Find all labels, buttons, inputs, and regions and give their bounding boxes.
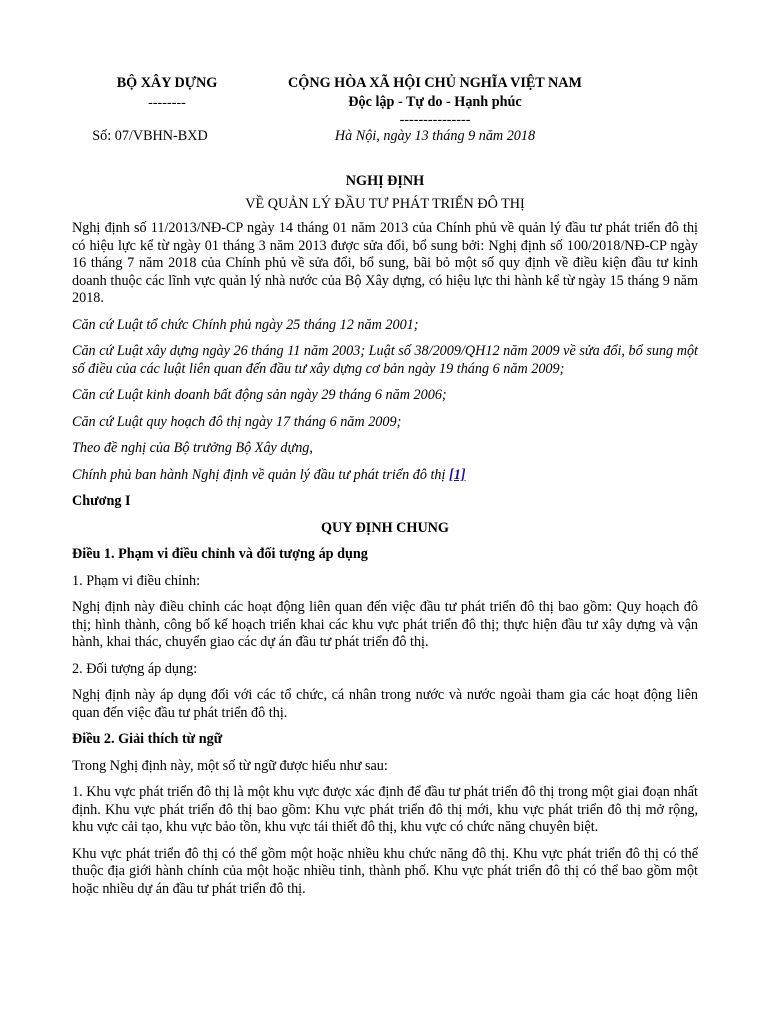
footnote-link[interactable]: [1] bbox=[449, 466, 466, 483]
legal-basis-1: Căn cứ Luật tổ chức Chính phủ ngày 25 tháng 12 năm 2001; bbox=[72, 316, 419, 333]
article-1-scope-text: Nghị định này điều chỉnh các hoạt động liên quan đến việc đầu tư phát triển đô thị bao gồm: Quy hoạch đô thị; hình thành, công bố kế hoạch triển khai các khu vực phát triển đô thị; thực hiện đầu tư xây dựng và vận hành, khai thác, chuyển giao các dự án đầu tư phát triển đô thị. bbox=[72, 599, 698, 650]
document-body bbox=[72, 220, 698, 907]
document-type: NGHỊ ĐỊNH bbox=[345, 173, 425, 189]
nation-name: CỘNG HÒA XÃ HỘI CHỦ NGHĨA VIỆT NAM bbox=[288, 75, 582, 91]
article-2-definition-1-cont: Khu vực phát triển đô thị có thể gồm một hoặc nhiều khu chức năng đô thị. Khu vực phát triển đô thị có thể thuộc địa giới hành chính của một hoặc nhiều tỉnh, thành phố. Khu vực phát triển đô thị có thể bao gồm một hoặc nhiều dự án đầu tư phát triển đô thị. bbox=[72, 845, 698, 897]
article-1-title: Điều 1. Phạm vi điều chỉnh và đối tượng áp dụng bbox=[72, 546, 368, 562]
article-1-subjects-text: Nghị định này áp dụng đối với các tổ chức, cá nhân trong nước và nước ngoài tham gia các hoạt động liên quan đến việc đầu tư phát triển đô thị. bbox=[72, 687, 698, 721]
article-1-clause-2: 2. Đối tượng áp dụng: bbox=[72, 660, 198, 677]
article-2-intro: Trong Nghị định này, một số từ ngữ được hiểu như sau: bbox=[72, 757, 388, 774]
article-2-definition-1: 1. Khu vực phát triển đô thị là một khu vực được xác định để đầu tư phát triển đô thị trong một giai đoạn nhất định. Khu vực phát triển đô thị bao gồm: Khu vực phát triển đô thị mới, khu vực phát triển đô thị mở rộng, khu vực cải tạo, khu vực bảo tồn, khu vực tái thiết đô thị, khu vực có chức năng chuyên biệt. bbox=[72, 784, 698, 835]
ministry-name: BỘ XÂY DỰNG bbox=[116, 75, 218, 91]
legal-basis-4: Căn cứ Luật quy hoạch đô thị ngày 17 tháng 6 năm 2009; bbox=[72, 413, 402, 430]
promulgation-line bbox=[72, 467, 698, 485]
place-date: Hà Nội, ngày 13 tháng 9 năm 2018 bbox=[334, 128, 536, 144]
article-2-title: Điều 2. Giải thích từ ngữ bbox=[72, 731, 223, 747]
chapter-label: Chương I bbox=[72, 493, 131, 509]
chapter-title: QUY ĐỊNH CHUNG bbox=[321, 519, 449, 536]
legal-basis-2: Căn cứ Luật xây dựng ngày 26 tháng 11 năm 2003; Luật số 38/2009/QH12 năm 2009 về sửa đổi, bổ sung một số điều của các luật liên quan đến đầu tư xây dựng cơ bản ngày 19 tháng 6 năm 2009; bbox=[72, 343, 698, 377]
promulgation-text: Chính phủ ban hành Nghị định về quản lý đầu tư phát triển đô thị bbox=[72, 466, 449, 483]
legal-basis-3: Căn cứ Luật kinh doanh bất động sản ngày 29 tháng 6 năm 2006; bbox=[72, 387, 447, 403]
motto-separator: --------------- bbox=[399, 112, 471, 128]
national-motto: Độc lập - Tự do - Hạnh phúc bbox=[348, 94, 522, 110]
article-1-clause-1: 1. Phạm vi điều chỉnh: bbox=[72, 572, 201, 589]
proposal-line: Theo đề nghị của Bộ trưởng Bộ Xây dựng, bbox=[72, 440, 313, 456]
document-subject: VỀ QUẢN LÝ ĐẦU TƯ PHÁT TRIỂN ĐÔ THỊ bbox=[245, 196, 525, 212]
intro-paragraph: Nghị định số 11/2013/NĐ-CP ngày 14 tháng 01 năm 2013 của Chính phủ về quản lý đầu tư phát triển đô thị có hiệu lực kể từ ngày 01 tháng 3 năm 2013 được sửa đổi, bổ sung bởi: Nghị định số 100/2018/NĐ-CP ngày 16 tháng 7 năm 2018 của Chính phủ về sửa đổi, bổ sung, bãi bỏ một số quy định về điều kiện đầu tư kinh doanh thuộc các lĩnh vực quản lý nhà nước của Bộ Xây dựng, có hiệu lực thi hành kể từ ngày 15 tháng 9 năm 2018. bbox=[72, 220, 698, 306]
ministry-separator: -------- bbox=[148, 95, 186, 111]
document-number: Số: 07/VBHN-BXD bbox=[92, 128, 208, 144]
